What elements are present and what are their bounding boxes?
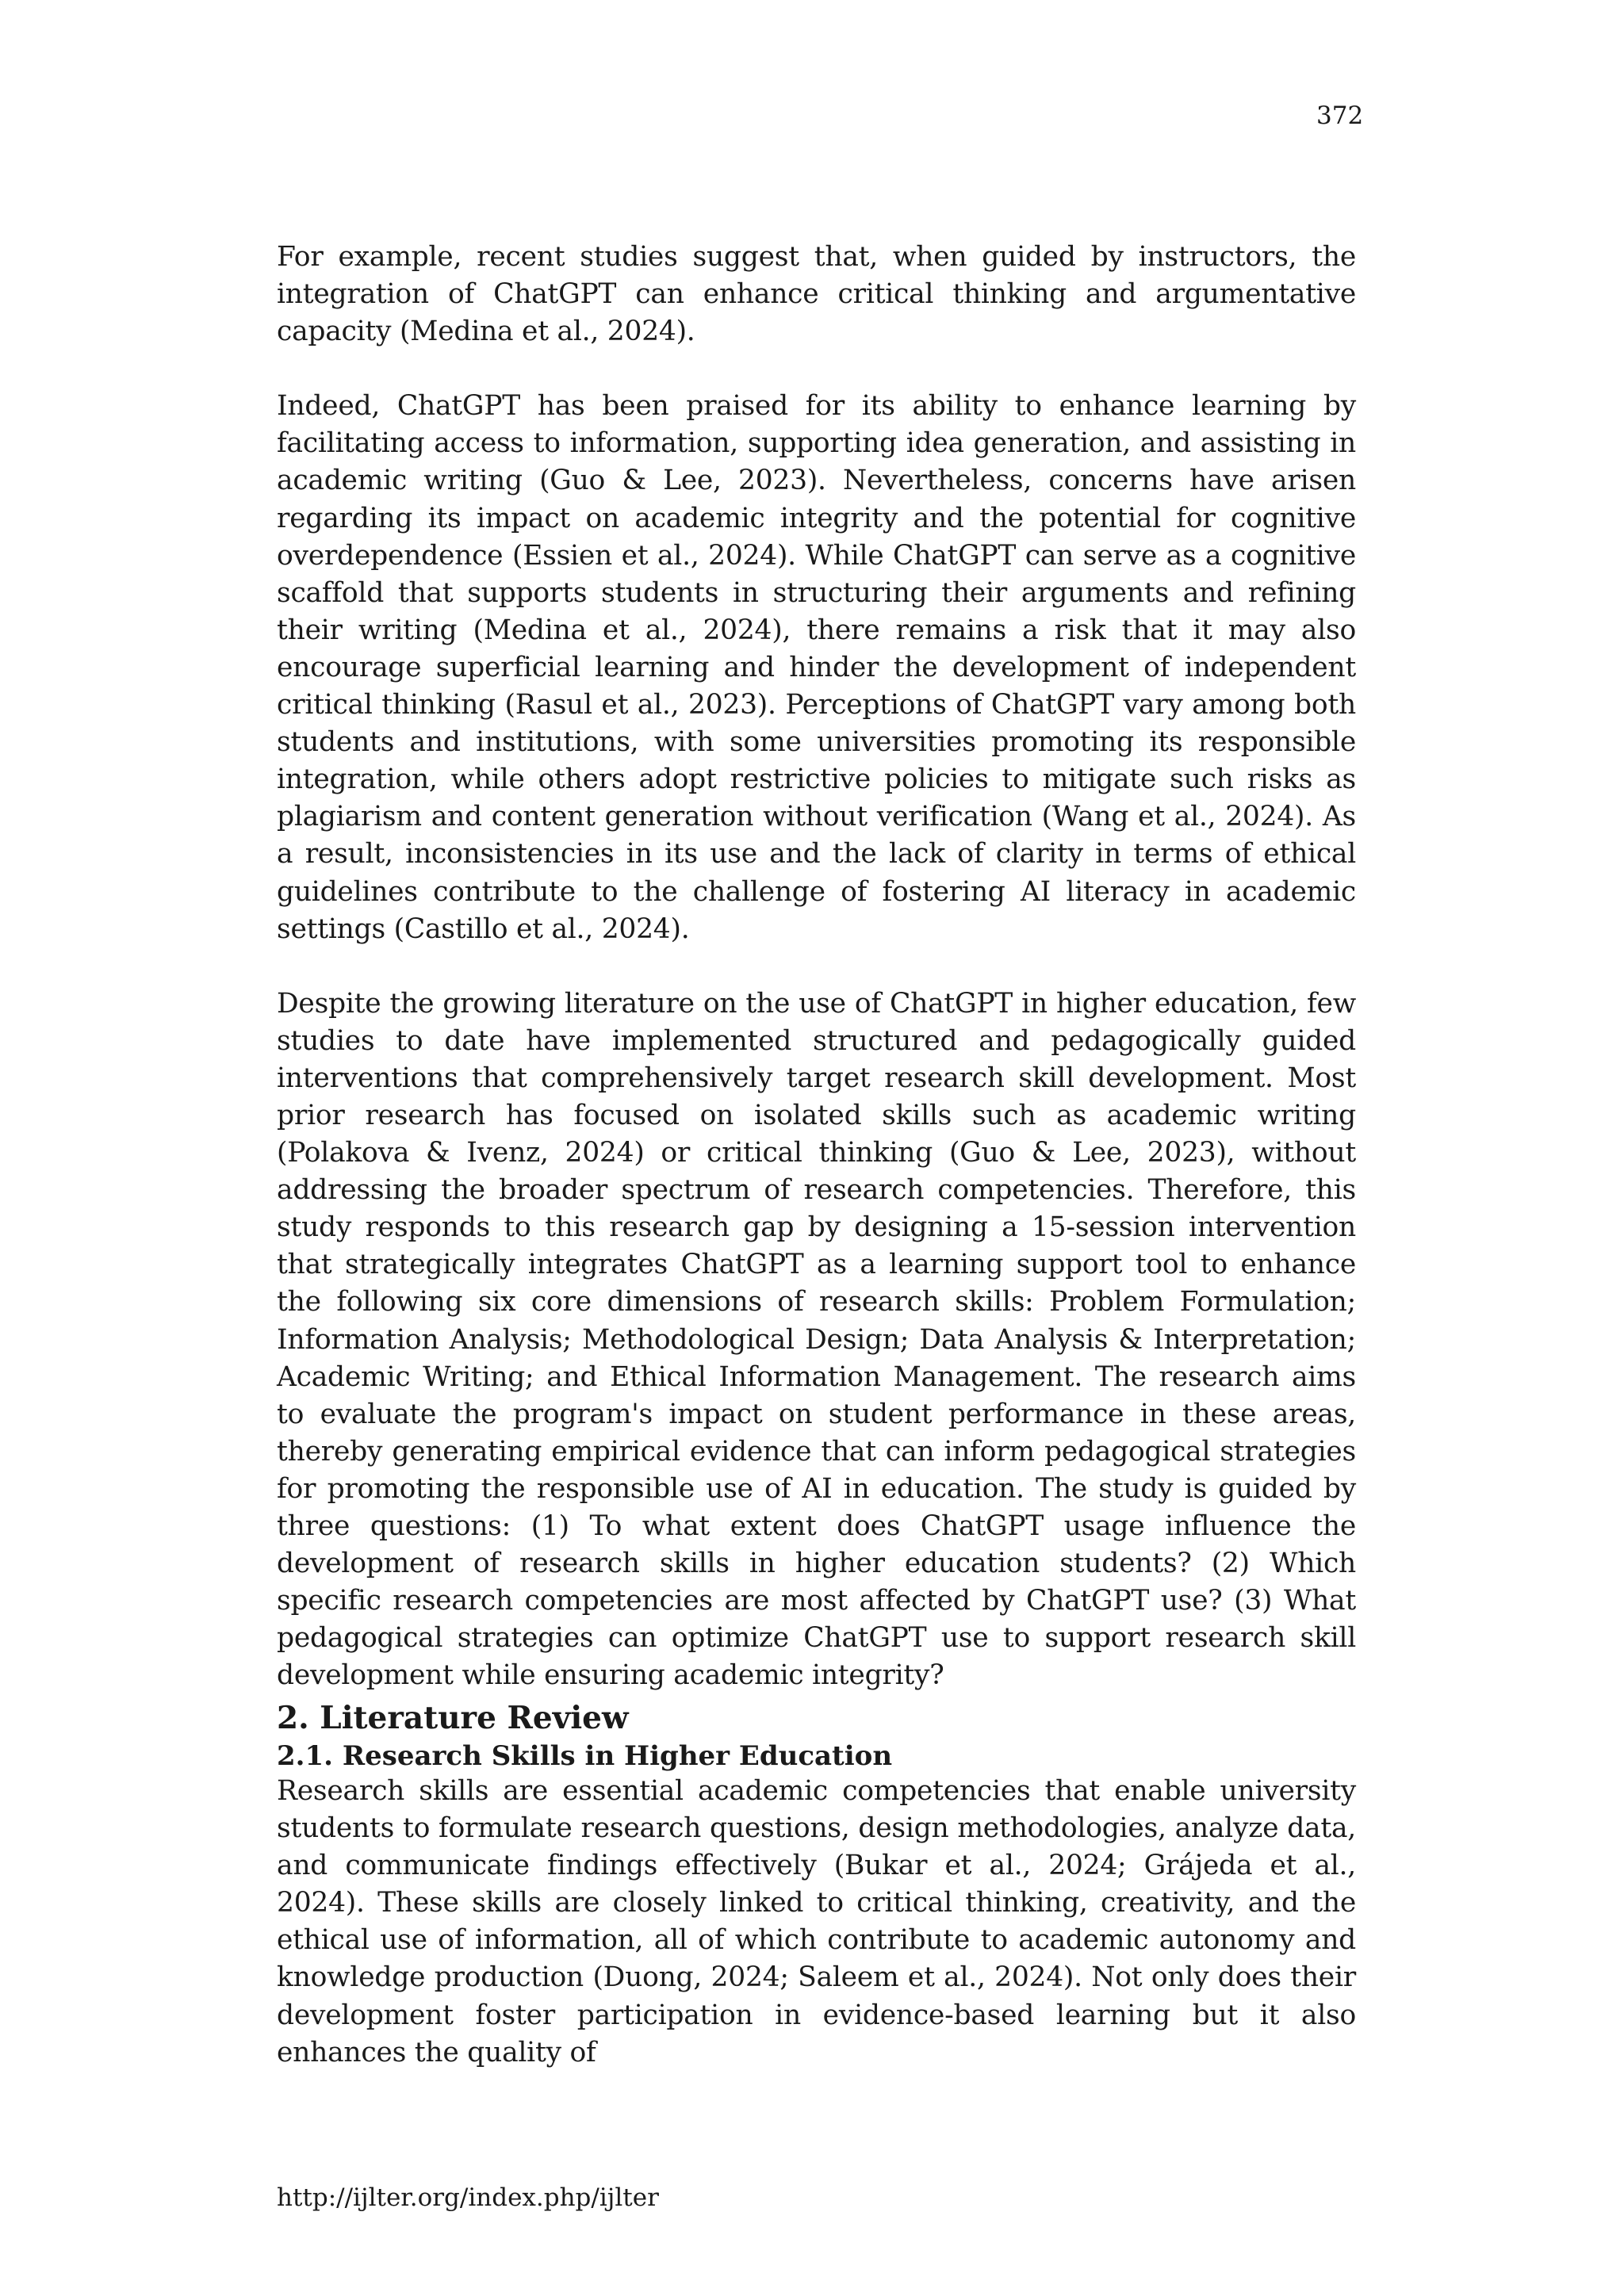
subsection-heading: 2.1. Research Skills in Higher Education	[277, 1740, 893, 1772]
footer-url: http://ijlter.org/index.php/ijlter	[277, 2183, 659, 2212]
section-heading: 2. Literature Review	[277, 1700, 629, 1736]
paragraph-chatgpt-concerns: Indeed, ChatGPT has been praised for its ability to enhance learning by facilitating access to information, supporting idea generation, and assisting in academic writing (Guo & Lee, 2023). Nevertheless, concerns have arisen regarding its impact on academic integrity and the potential for cognitive overdependence (Essien et al., 2024). While ChatGPT can serve as a cognitive scaffold that supports students in structuring their arguments and refining their writing (Medina et al., 2024), there remains a risk that it may also encourage superficial learning and hinder the development of independent critical thinking (Rasul et al., 2023). Perceptions of ChatGPT vary among both students and institutions, with some universities promoting its responsible integration, while others adopt restrictive policies to mitigate such risks as plagiarism and content generation without verification (Wang et al., 2024). As a result, inconsistencies in its use and the lack of clarity in terms of ethical guidelines contribute to the challenge of fostering AI literacy in academic settings (Castillo et al., 2024).	[277, 390, 1356, 945]
page-number: 372	[1316, 101, 1364, 130]
paragraph-chatgpt-critical-thinking: For example, recent studies suggest that, when guided by instructors, the integration of ChatGPT can enhance critical thinking and argumentative capacity (Medina et al., 2024).	[277, 241, 1356, 348]
body-text	[277, 239, 1356, 1694]
paragraph-research-skills: Research skills are essential academic competencies that enable university students to formulate research questions, design methodologies, analyze data, and communicate findings effectively (Bukar et al., 2024; Grájeda et al., 2024). These skills are closely linked to critical thinking, creativity, and the ethical use of information, all of which contribute to academic autonomy and knowledge production (Duong, 2024; Saleem et al., 2024). Not only does their development foster participation in evidence-based learning but it also enhances the quality of	[277, 1775, 1356, 2068]
literature-review-section	[277, 1698, 1356, 2072]
paragraph-research-gap: Despite the growing literature on the use of ChatGPT in higher education, few studies to date have implemented structured and pedagogically guided interventions that comprehensively target research skill development. Most prior research has focused on isolated skills such as academic writing (Polakova & Ivenz, 2024) or critical thinking (Guo & Lee, 2023), without addressing the broader spectrum of research competencies. Therefore, this study responds to this research gap by designing a 15-session intervention that strategically integrates ChatGPT as a learning support tool to enhance the following six core dimensions of research skills: Problem Formulation; Information Analysis; Methodological Design; Data Analysis & Interpretation; Academic Writing; and Ethical Information Management. The research aims to evaluate the program's impact on student performance in these areas, thereby generating empirical evidence that can inform pedagogical strategies for promoting the responsible use of AI in education. The study is guided by three questions: (1) To what extent does ChatGPT usage influence the development of research skills in higher education students? (2) Which specific research competencies are most affected by ChatGPT use? (3) What pedagogical strategies can optimize ChatGPT use to support research skill development while ensuring academic integrity?	[277, 987, 1356, 1692]
